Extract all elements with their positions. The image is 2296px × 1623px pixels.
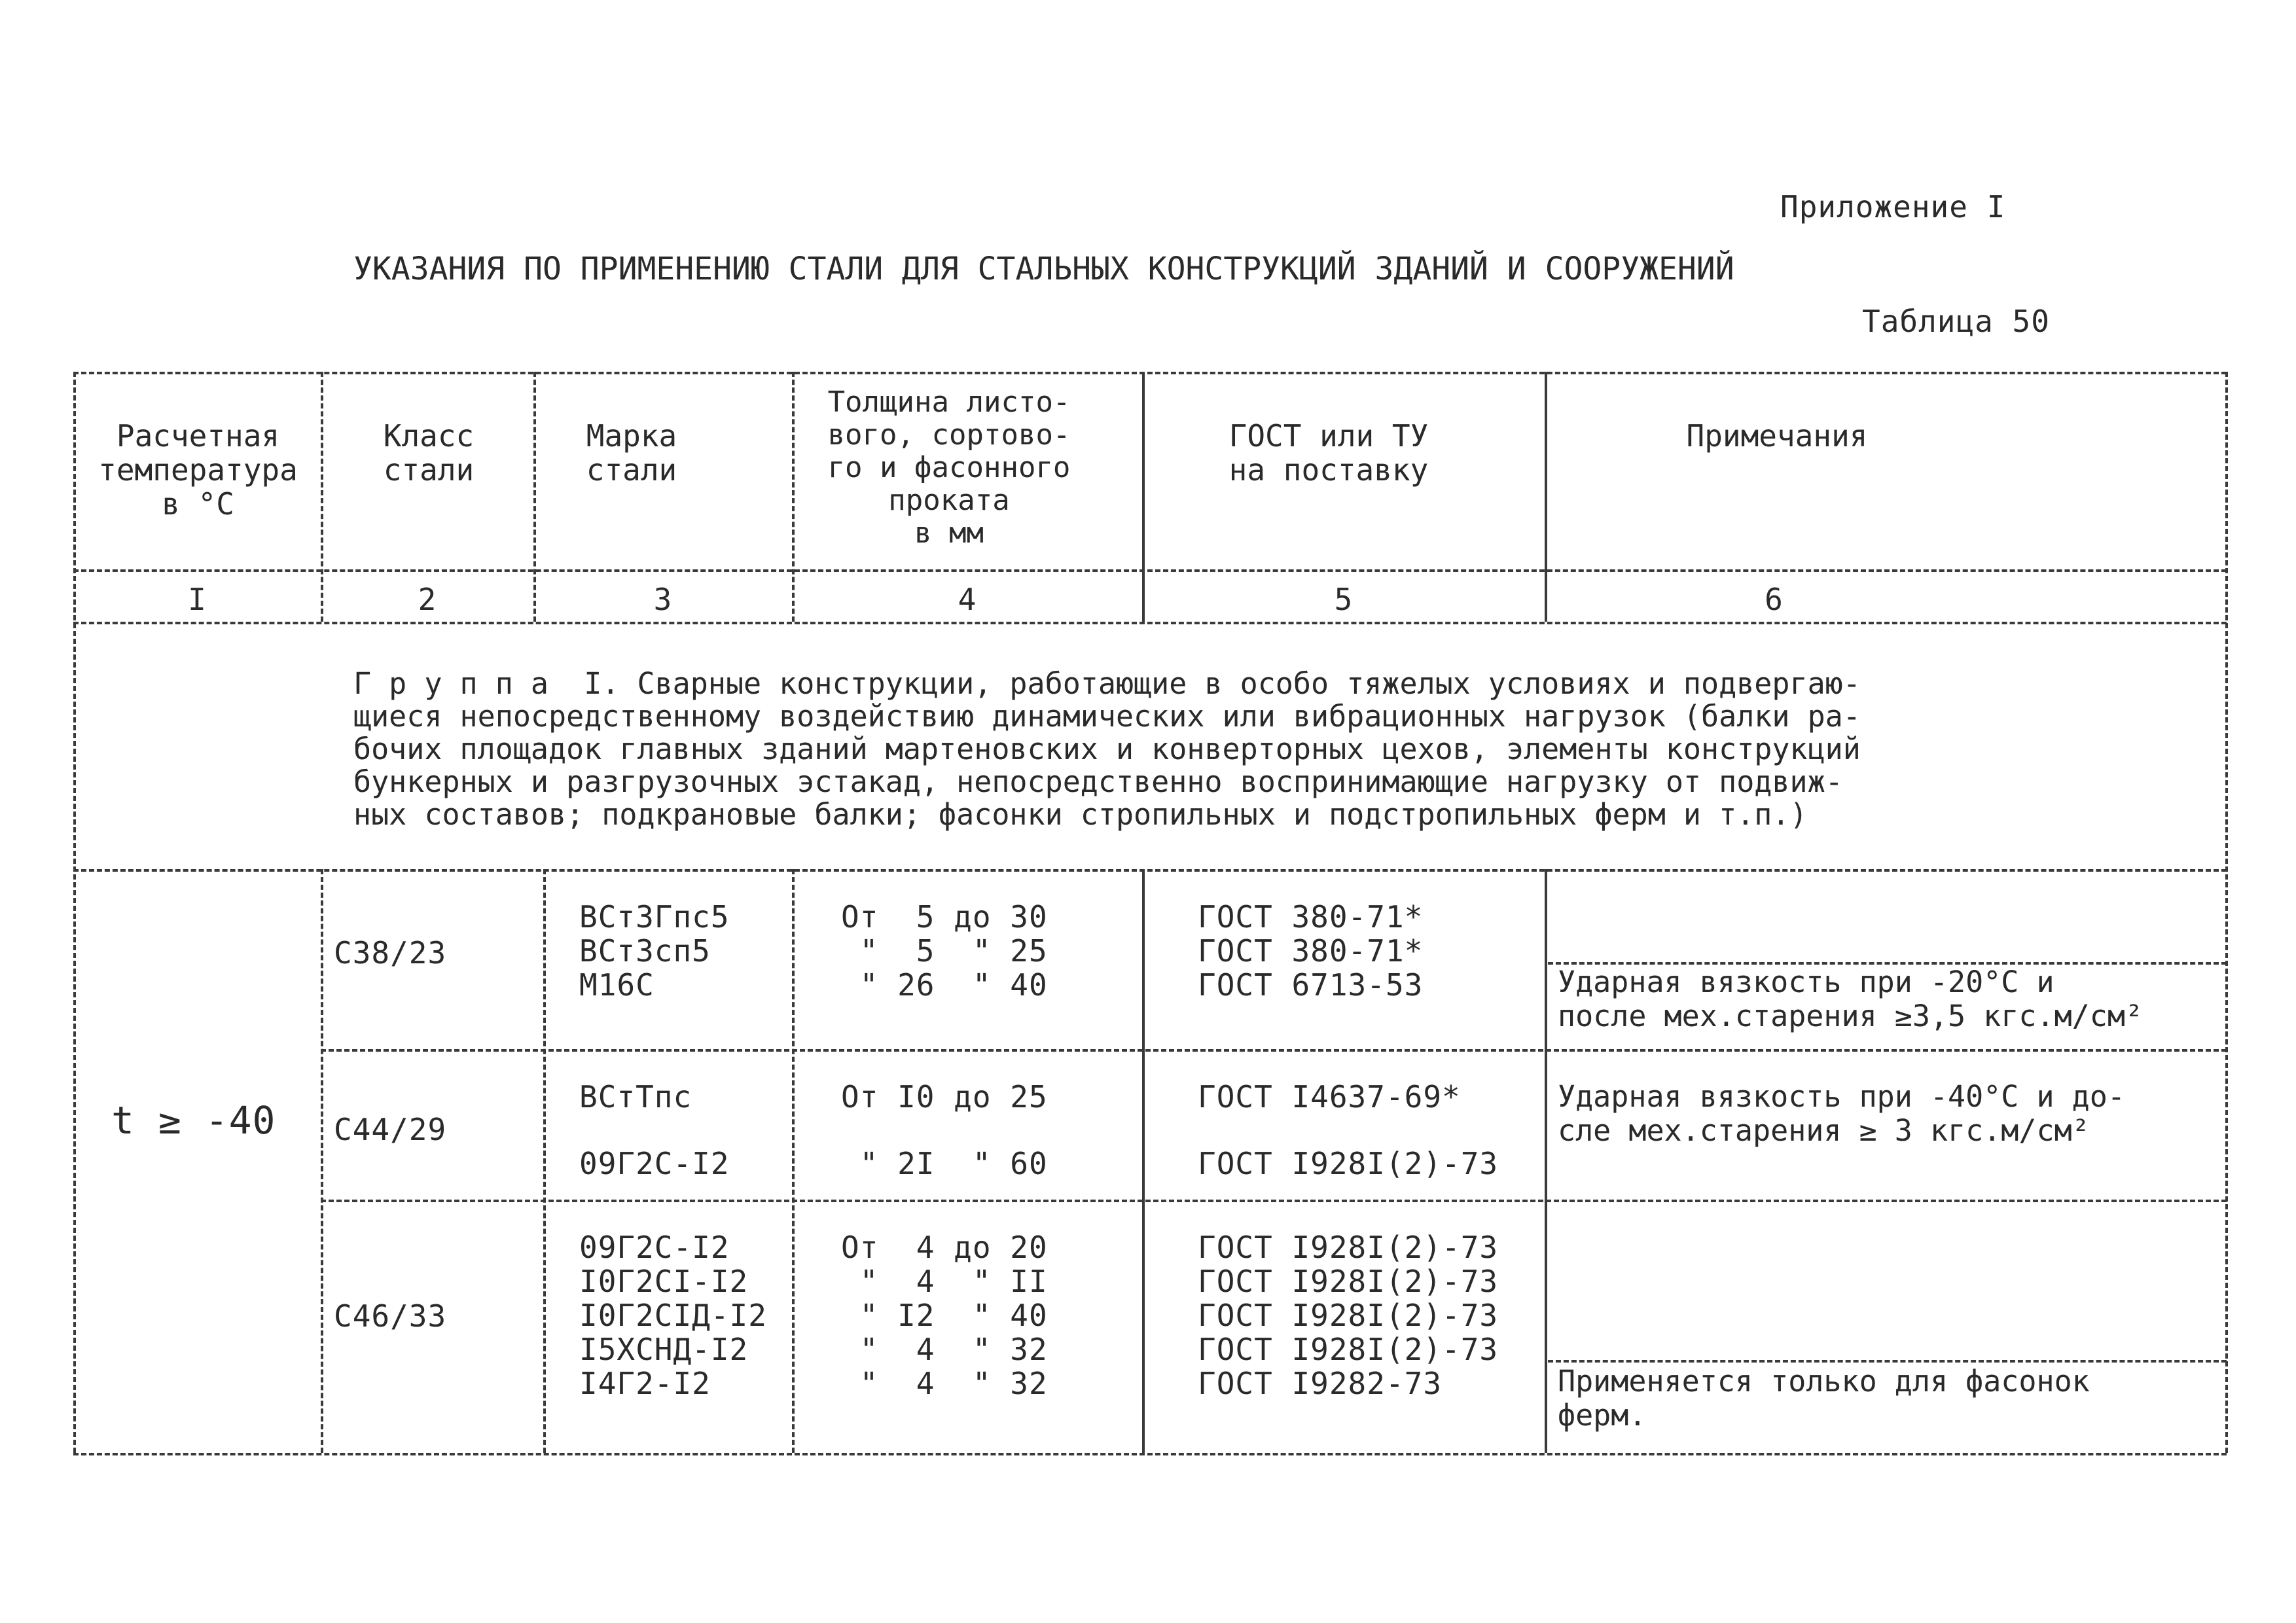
document-title: УКАЗАНИЯ ПО ПРИМЕНЕНИЮ СТАЛИ ДЛЯ СТАЛЬНЫХ КОНСТРУКЦИЙ ЗДАНИЙ И СООРУЖЕНИЙ — [353, 251, 1734, 287]
row2-thickness-b: " 2I " 60 — [841, 1146, 1048, 1181]
table-top-border — [73, 372, 2227, 374]
row2-steel-class: С44/29 — [334, 1112, 447, 1147]
header-notes: Примечания — [1686, 418, 1868, 454]
header-design-temperature: Расчетная температура в °С — [98, 418, 298, 522]
table-bottom-border — [73, 1453, 2227, 1455]
row3-steel-class: С46/33 — [334, 1298, 447, 1334]
temperature-value: t ≥ -40 — [111, 1098, 276, 1143]
header-steel-grade: Марка стали — [586, 418, 677, 488]
row3-gost: ГОСТ I928I(2)-73 ГОСТ I928I(2)-73 ГОСТ I928I(2)-73 ГОСТ I928I(2)-73 ГОСТ I9282-73 — [1198, 1230, 1499, 1401]
row1-steel-grades: ВСт3Гпс5 ВСт3сп5 М16С — [579, 899, 730, 1003]
row1-gost: ГОСТ 380-71* ГОСТ 380-71* ГОСТ 6713-53 — [1198, 899, 1424, 1003]
row2-bottom-border — [321, 1200, 2227, 1202]
colnum-1: I — [188, 582, 206, 617]
row1-note: Ударная вязкость при -20°С и после мех.старения ≥3,5 кгс.м/см² — [1558, 965, 2144, 1033]
col-divider-4-body — [1142, 869, 1145, 1453]
colnum-5: 5 — [1334, 582, 1353, 617]
col-divider-2-body — [543, 869, 546, 1453]
colnum-3: 3 — [653, 582, 672, 617]
left-border — [73, 372, 76, 1453]
appendix-label: Приложение I — [1780, 189, 2006, 224]
group-bottom-border — [73, 869, 2227, 872]
colnum-6: 6 — [1765, 582, 1783, 617]
header-gost: ГОСТ или ТУ на поставку — [1229, 418, 1429, 488]
row3-thickness: От 4 до 20 " 4 " II " I2 " 40 " 4 " 32 " 4 " 32 — [841, 1230, 1048, 1401]
row2-steel-grade-a: ВСтТпс — [579, 1079, 692, 1115]
colnum-4: 4 — [958, 582, 977, 617]
header-thickness: Толщина листо- вого, сортово- го и фасонного проката в мм — [827, 385, 1071, 550]
row1-steel-class: С38/23 — [334, 935, 447, 971]
right-border — [2225, 372, 2228, 1453]
header-bottom-border — [73, 569, 2227, 572]
row2-gost-b: ГОСТ I928I(2)-73 — [1198, 1146, 1499, 1181]
row2-gost-a: ГОСТ I4637-69* — [1198, 1079, 1461, 1115]
col-divider-5-body — [1545, 869, 1547, 1453]
row3-steel-grades: 09Г2С-I2 I0Г2СI-I2 I0Г2СIД-I2 I5ХСНД-I2 I4Г2-I2 — [579, 1230, 767, 1401]
row2-note: Ударная вязкость при -40°С и до- сле мех.старения ≥ 3 кгс.м/см² — [1558, 1079, 2125, 1148]
row2-steel-grade-b: 09Г2С-I2 — [579, 1146, 730, 1181]
note3-top-border — [1548, 1360, 2227, 1363]
row1-bottom-border — [321, 1049, 2227, 1052]
colnum-bottom-border — [73, 622, 2227, 624]
colnum-2: 2 — [418, 582, 437, 617]
table-label: Таблица 50 — [1862, 304, 2050, 339]
row3-note: Применяется только для фасонок ферм. — [1558, 1364, 2090, 1433]
row1-thickness: От 5 до 30 " 5 " 25 " 26 " 40 — [841, 899, 1048, 1003]
col-divider-1-body — [321, 869, 323, 1453]
group-description: Г р у п п а I. Сварные конструкции, работающие в особо тяжелых условиях и подвергаю- щиеся непосредственному воздействию динамических или вибрационных нагрузок (балки ра- бочих площадок главных зданий мартеновских и конверторных цехов, элементы конструкций бункерных и разгрузочных эстакад, непосредственно воспринимающие нагрузку от подвиж- ных составов; подкрановые балки; фасонки стропильных и подстропильных ферм и т.п.) — [353, 666, 1861, 832]
header-steel-class: Класс стали — [383, 418, 475, 488]
col-divider-3-body — [792, 869, 795, 1453]
row2-thickness-a: От I0 до 25 — [841, 1079, 1048, 1115]
